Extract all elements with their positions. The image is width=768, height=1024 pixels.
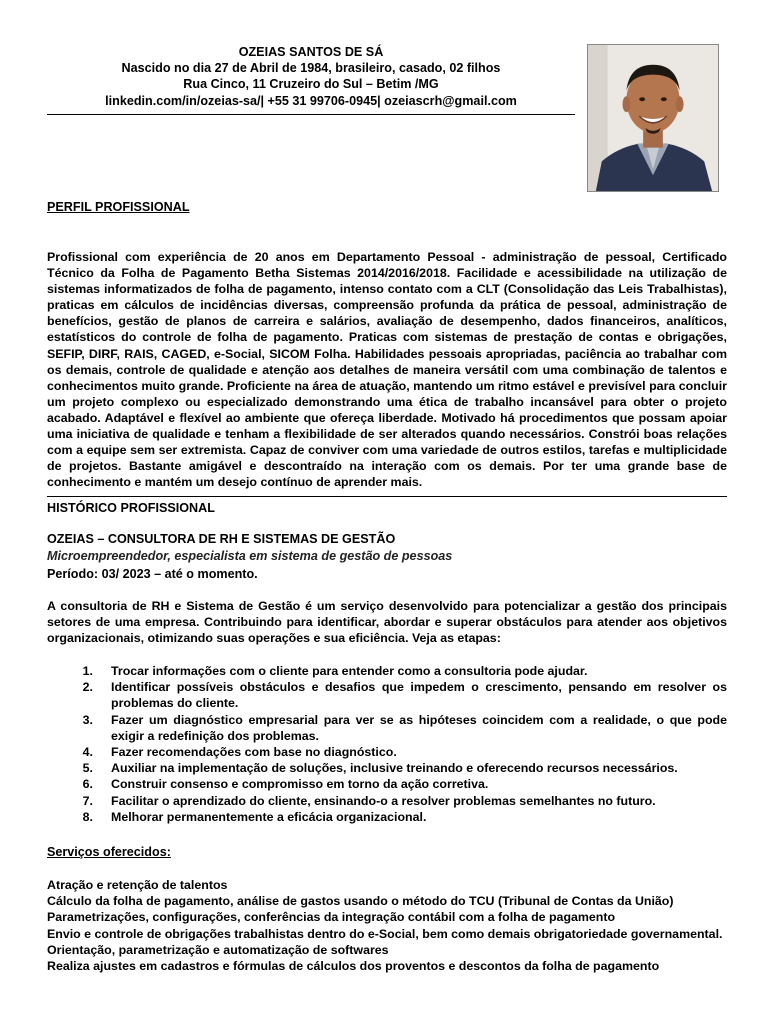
history-section-title: HISTÓRICO PROFISSIONAL xyxy=(47,501,215,515)
list-item: Orientação, parametrização e automatização de softwares xyxy=(47,942,389,957)
profile-summary: Profissional com experiência de 20 anos em Departamento Pessoal - administração de pessoal, Certificado Técnico da Folha de Pagamento Betha Sistemas 2014/2016/2018. Facilidade e acessibilidade na utilização de sistemas informatizados de folha de pagamento, intenso contato com a CLT (Consolidação das Leis Trabalhistas), praticas em cálculos de incidências diversas, compreensão profunda da prática de pessoal, administração de benefícios, gestão de planos de carreira e salários, avaliação de desempenho, dados financeiros, analíticos, estatísticos do controle de folha de pagamento. Praticas com sistemas de prestação de contas e obrigações, SEFIP, DIRF, RAIS, CAGED, e-Social, SICOM Folha. Habilidades pessoais apropriadas, paciência ao trabalhar com os demais, controle de qualidade e atenção aos detalhes de maneira versátil com uma combinação de talentos e conhecimentos muito grande. Proficiente na área de atuação, mantendo um ritmo estável e previsível para concluir um projeto complexo ou especializado demonstrando uma ética de trabalho incansável para obter o projeto acabado. Adaptável e flexível ao ambiente que ofereça liberdade. Motivado há procedimentos que possam apoiar uma iniciativa de qualidade e tenham a flexibilidade de ser alterados quando necessários. Constrói boas relações com a equipe sem ser extremista. Capaz de conviver com uma variedade de outros estilos, tarefas e multiplicidade de projetos. Bastante amigável e descontraído na interação com os demais. Por ter uma grande base de conhecimento e mantém um desejo contínuo de aprender mais. xyxy=(47,250,727,490)
history-divider xyxy=(47,496,727,497)
list-item: 4. Fazer recomendações com base no diagnóstico. xyxy=(82,745,397,760)
list-item: 1. Trocar informações com o cliente para entender como a consultoria pode ajudar. xyxy=(82,664,588,678)
contact-info: linkedin.com/in/ozeias-sa/| +55 31 99706-0945| ozeiascrh@gmail.com xyxy=(105,93,517,108)
list-item: 6. Construir consenso e compromisso em torno da ação corretiva. xyxy=(82,777,489,792)
list-item: Envio e controle de obrigações trabalhistas dentro do e-Social, bem como demais obrigatoriedade governamental. xyxy=(47,926,723,941)
candidate-name: OZEIAS SANTOS DE SÁ xyxy=(238,45,384,59)
list-item: Atração e retenção de talentos xyxy=(47,878,228,892)
profile-section-title: PERFIL PROFISSIONAL xyxy=(47,200,190,214)
profile-photo xyxy=(587,44,719,192)
resume-header xyxy=(47,44,575,109)
services-section-title: Serviços oferecidos: xyxy=(47,845,171,859)
job-description: A consultoria de RH e Sistema de Gestão é um serviço desenvolvido para potencializar a gestão dos principais setores de uma empresa. Contribuindo para identificar, abordar e superar obstáculos para atender aos objetivos organizacionais, otimizando suas operações e sua eficiência. Veja as etapas: xyxy=(47,599,727,646)
list-item: 2. Identificar possíveis obstáculos e desafios que impedem o crescimento, pensando em resolver os problemas do cliente. xyxy=(82,680,727,711)
services-list xyxy=(47,877,727,974)
address-info: Rua Cinco, 11 Cruzeiro do Sul – Betim /MG xyxy=(183,77,439,92)
list-item: 8. Melhorar permanentemente a eficácia organizacional. xyxy=(82,809,427,824)
header-divider xyxy=(47,114,575,115)
list-item: 5. Auxiliar na implementação de soluções, inclusive treinando e oferecendo recursos necessários. xyxy=(82,761,678,776)
job-period: Período: 03/ 2023 – até o momento. xyxy=(47,567,258,581)
job-title: OZEIAS – CONSULTORA DE RH E SISTEMAS DE GESTÃO xyxy=(47,532,396,546)
list-item: Realiza ajustes em cadastros e fórmulas de cálculos dos proventos e descontos da folha de pagamento xyxy=(47,959,660,974)
consulting-steps-list xyxy=(47,663,727,825)
list-item: 7. Facilitar o aprendizado do cliente, ensinando-o a resolver problemas semelhantes no futuro. xyxy=(82,793,656,808)
list-item: Cálculo da folha de pagamento, análise de gastos usando o método do TCU (Tribunal de Contas da União) xyxy=(47,894,674,909)
birth-info: Nascido no dia 27 de Abril de 1984, brasileiro, casado, 02 filhos xyxy=(121,61,501,76)
job-subtitle: Microempreendedor, especialista em sistema de gestão de pessoas xyxy=(47,549,453,563)
list-item: Parametrizações, configurações, conferências da integração contábil com a folha de pagamento xyxy=(47,910,616,925)
list-item: 3. Fazer um diagnóstico empresarial para ver se as hipóteses coincidem com a realidade, o que pode exigir a redefinição dos problemas. xyxy=(82,712,727,743)
